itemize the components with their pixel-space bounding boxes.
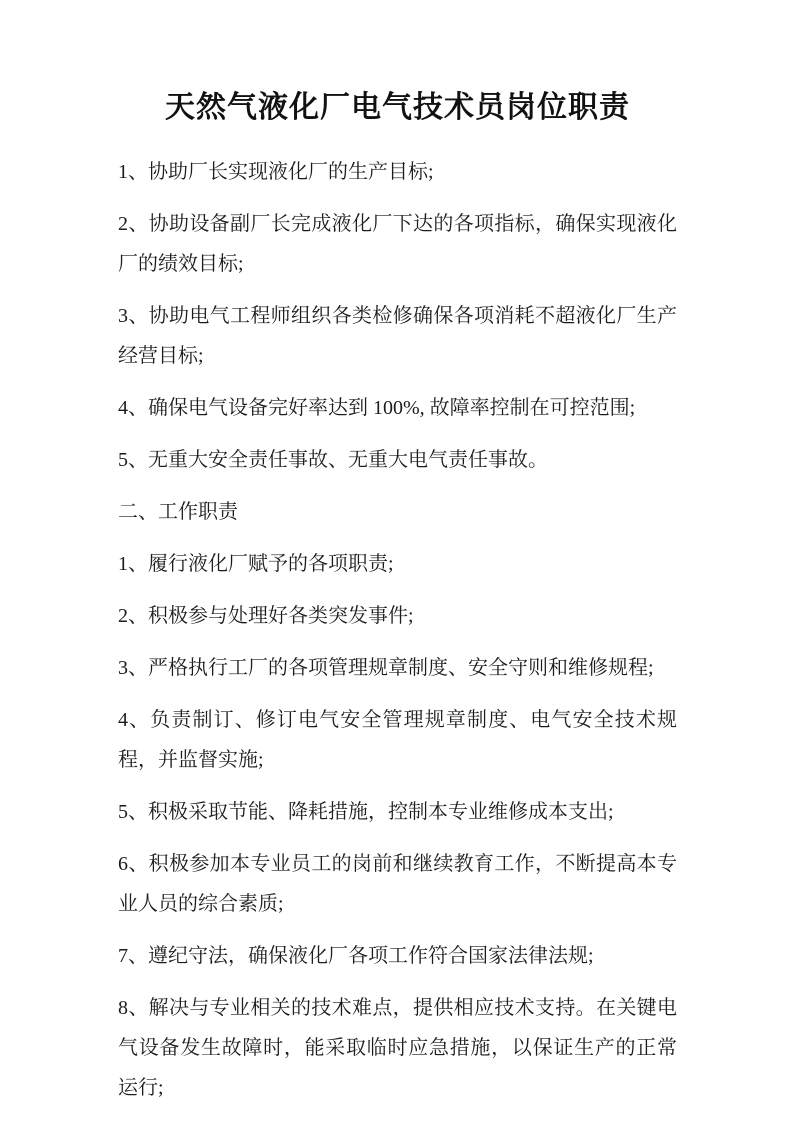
duty-item-6: 6、积极参加本专业员工的岗前和继续教育工作，不断提高本专业人员的综合素质; [118, 853, 677, 915]
duty-item-4: 4、负责制订、修订电气安全管理规章制度、电气安全技术规程，并监督实施; [118, 709, 677, 771]
duty-item-8: 8、解决与专业相关的技术难点，提供相应技术支持。在关键电气设备发生故障时，能采取临时应急措施，以保证生产的正常运行; [118, 997, 677, 1099]
goal-item-3: 3、协助电气工程师组织各类检修确保各项消耗不超液化厂生产经营目标; [118, 305, 677, 367]
section-heading-work-duties: 二、工作职责 [118, 501, 238, 523]
goal-item-1: 1、协助厂长实现液化厂的生产目标; [118, 161, 434, 183]
duty-item-7: 7、遵纪守法，确保液化厂各项工作符合国家法律法规; [118, 945, 594, 967]
duty-item-1: 1、履行液化厂赋予的各项职责; [118, 553, 394, 575]
goal-item-5: 5、无重大安全责任事故、无重大电气责任事故。 [118, 449, 548, 471]
duty-item-2: 2、积极参与处理好各类突发事件; [118, 605, 414, 627]
duty-item-3: 3、严格执行工厂的各项管理规章制度、安全守则和维修规程; [118, 657, 654, 679]
document-title: 天然气液化厂电气技术员岗位职责 [165, 91, 630, 124]
goal-item-2: 2、协助设备副厂长完成液化厂下达的各项指标，确保实现液化厂的绩效目标; [118, 213, 677, 275]
duty-item-5: 5、积极采取节能、降耗措施，控制本专业维修成本支出; [118, 801, 614, 823]
goal-item-4: 4、确保电气设备完好率达到 100%, 故障率控制在可控范围; [118, 397, 636, 419]
